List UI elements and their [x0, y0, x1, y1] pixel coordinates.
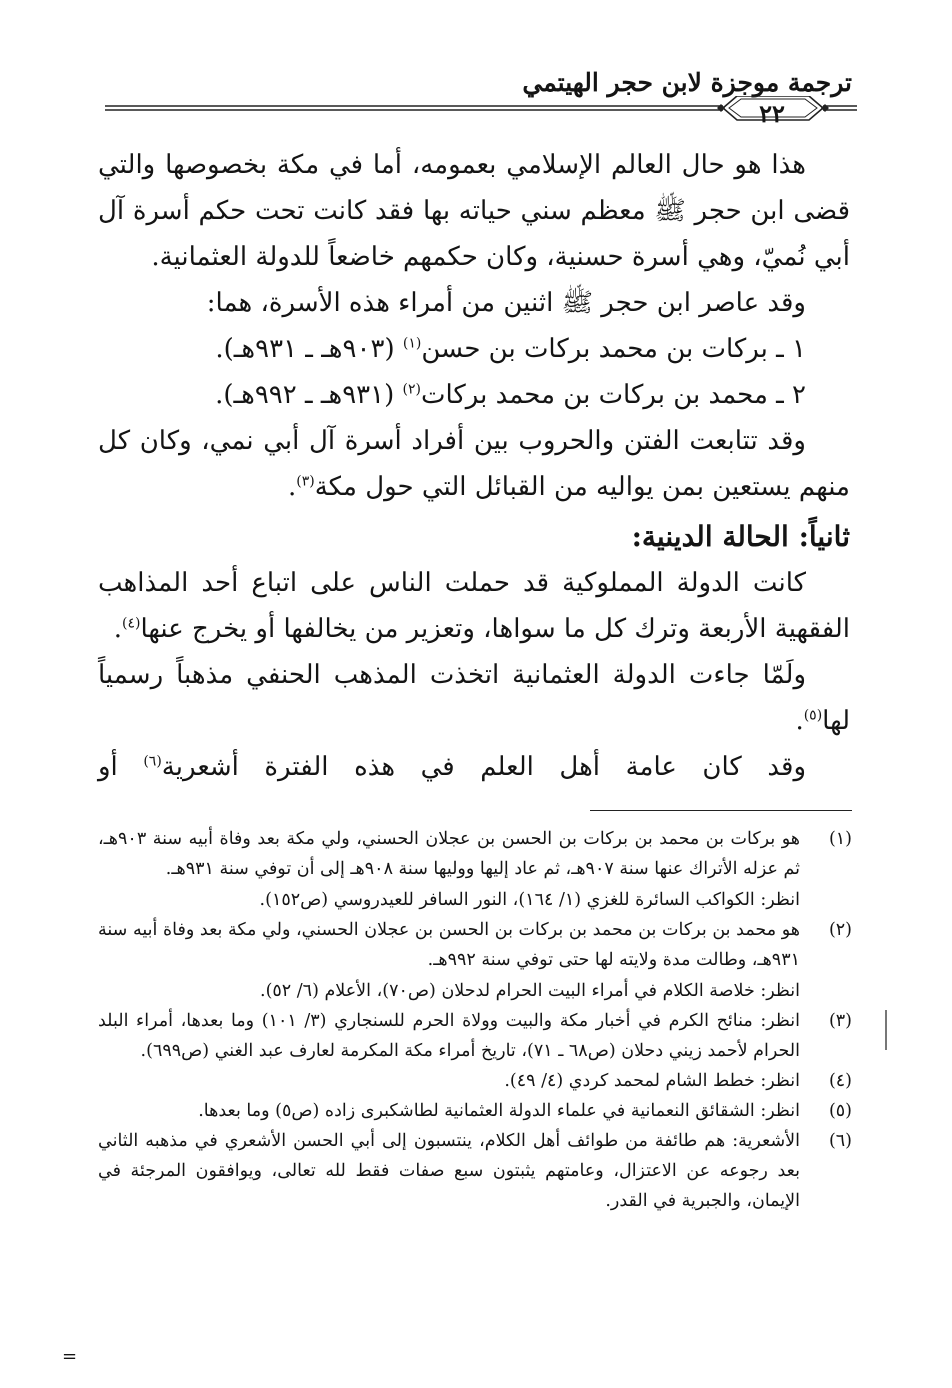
- footnote-5-number: (٥): [828, 1101, 852, 1121]
- footnote-3-number: (٣): [828, 1011, 852, 1031]
- footnote-6-text: الأشعرية: هم طائفة من طوائف أهل الكلام، ينتسبون إلى أبي الحسن الأشعري في مذهبه الثاني بعد رجوعه عن الاعتزال، وعامتهم يثبتون سبع صفات فقط لله تعالى، ويوافقون المرجئة في الإيمان، والجبرية في القدر.: [98, 1131, 800, 1211]
- paragraph-5: [98, 652, 850, 744]
- footnote-6-number: (٦): [828, 1131, 852, 1151]
- footnote-2-source: انظر: خلاصة الكلام في أمراء البيت الحرام لدحلان (ص٧٠)، الأعلام (٦/ ٥٢).: [260, 981, 800, 1001]
- list-item-1-text: بركات بن محمد بركات بن حسن: [421, 334, 768, 364]
- footnote-5-text: انظر: الشقائق النعمانية في علماء الدولة العثمانية لطاشكبرى زاده (ص٥) وما بعدها.: [198, 1101, 800, 1121]
- list-item-2-text: محمد بن بركات بن محمد بركات: [421, 380, 768, 410]
- footnote-ref-6[interactable]: (٦): [143, 753, 162, 770]
- paragraph-4-text: كانت الدولة المملوكية قد حملت الناس على اتباع أحد المذاهب الفقهية الأربعة وترك كل ما سواها، وتعزير من يخالفها أو يخرج عنها: [98, 568, 850, 644]
- footnote-2-text: هو محمد بن بركات بن محمد بن بركات بن الحسن بن عجلان الحسني، ولي مكة بعد وفاة أبيه سنة ٩٣١هـ، وطالت مدة ولايته لها حتى توفي سنة ٩٩٢هـ.: [98, 920, 800, 970]
- footnote-1-number: (١): [828, 829, 852, 849]
- paragraph-4-end: .: [113, 614, 123, 644]
- margin-mark: [885, 1010, 887, 1050]
- footnote-2-number: (٢): [828, 920, 852, 940]
- footnote-ref-4[interactable]: (٤): [122, 615, 141, 632]
- footnote-4-text: انظر: خطط الشام لمحمد كردي (٤/ ٤٩).: [504, 1071, 800, 1091]
- footnote-5: [98, 1096, 852, 1126]
- footnote-4-number: (٤): [828, 1071, 852, 1091]
- list-item-1: [98, 326, 850, 372]
- running-header-title: ترجمة موجزة لابن حجر الهيتمي: [522, 68, 852, 97]
- footnote-ref-3[interactable]: (٣): [296, 473, 315, 490]
- paragraph-1: هذا هو حال العالم الإسلامي بعمومه، أما في مكة بخصوصها والتي قضى ابن حجر ﷺ معظم سني حياته بها فقد كانت تحت حكم أسرة آل أبي نُميّ، وهي أسرة حسنية، وكان حكمهم خاضعاً للدولة العثمانية.: [98, 150, 850, 272]
- footnote-1: [98, 824, 852, 915]
- footnotes: [98, 824, 852, 1216]
- paragraph-6: [98, 744, 850, 790]
- footnote-3-text: انظر: منائح الكرم في أخبار مكة والبيت وولاة الحرم للسنجاري (٣/ ١٠١) وما بعدها، أمراء البلد الحرام لأحمد زيني دحلان (ص٦٨ ـ ٧١)، تاريخ أمراء مكة المكرمة لعارف عبد الغني (ص٦٩٩).: [98, 1011, 800, 1061]
- page-end-mark: =: [62, 1346, 78, 1367]
- paragraph-3-end: .: [287, 472, 297, 502]
- footnote-2: [98, 915, 852, 1006]
- list-item-2: [98, 372, 850, 418]
- paragraph-4: [98, 560, 850, 652]
- list-item-2-number: ٢ ـ: [776, 380, 806, 410]
- footnote-6: [98, 1126, 852, 1216]
- paragraph-5-text: ولَمّا جاءت الدولة العثمانية اتخذت المذهب الحنفي مذهباً رسمياً لها: [98, 660, 850, 736]
- footnote-separator: [590, 810, 852, 811]
- main-text: [98, 142, 850, 790]
- footnote-1-text: هو بركات بن محمد بن بركات بن الحسن بن عجلان الحسني، ولي مكة بعد وفاة أبيه سنة ٩٠٣هـ، ثم عزله الأتراك عنها سنة ٩٠٧هـ، ثم عاد إليها ووليها سنة ٩٠٨هـ إلى أن توفي سنة ٩٣١هـ.: [98, 829, 800, 879]
- list-item-2-dates: (٩٣١هـ ـ ٩٩٢هـ).: [215, 380, 403, 410]
- paragraph-3: [98, 418, 850, 510]
- section-heading: ثانياً: الحالة الدينية:: [631, 520, 850, 553]
- footnote-ref-1[interactable]: (١): [402, 335, 422, 352]
- paragraph-6-end: أو: [98, 752, 144, 782]
- paragraph-5-end: .: [795, 706, 804, 736]
- paragraph-2: وقد عاصر ابن حجر ﷺ اثنين من أمراء هذه الأسرة، هما:: [206, 288, 806, 318]
- footnote-1-source: انظر: الكواكب السائرة للغزي (١/ ١٦٤)، النور السافر للعيدروسي (ص١٥٢).: [259, 890, 800, 910]
- list-item-1-dates: (٩٠٣هـ ـ ٩٣١هـ).: [215, 334, 403, 364]
- footnote-4: [98, 1066, 852, 1096]
- footnote-ref-2[interactable]: (٢): [402, 381, 421, 398]
- list-item-1-number: ١ ـ: [776, 334, 806, 364]
- paragraph-6-text: وقد كان عامة أهل العلم في هذه الفترة أشعرية: [161, 752, 806, 782]
- paragraph-3-text: وقد تتابعت الفتن والحروب بين أفراد أسرة آل أبي نمي، وكان كل منهم يستعين بمن يواليه من القبائل التي حول مكة: [98, 426, 850, 502]
- page-number: ٢٢: [759, 99, 785, 128]
- footnote-ref-5[interactable]: (٥): [803, 707, 823, 724]
- footnote-3: [98, 1006, 852, 1066]
